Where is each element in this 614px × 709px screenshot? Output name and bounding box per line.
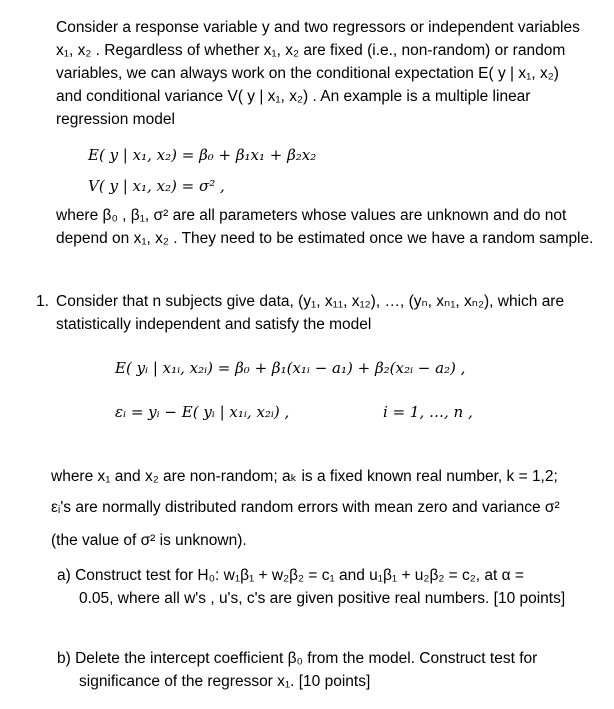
model-equation-expectation: E( y | x₁, x₂) = β₀ + β₁x₁ + β₂x₂	[88, 146, 317, 164]
model-equation-variance: V( y | x₁, x₂) = σ² ,	[88, 177, 225, 195]
q1-model-equation: E( yᵢ | x₁ᵢ, x₂ᵢ) = β₀ + β₁(x₁ᵢ − a₁) + β₂(x₂ᵢ − a₂) ,	[115, 359, 466, 377]
question-1-number: 1.	[36, 293, 49, 310]
part-b-line-2: significance of the regressor x₁. [10 points]	[79, 673, 371, 690]
q1-where-line-2: εᵢ's are normally distributed random errors with mean zero and variance σ²	[51, 499, 560, 516]
intro-line-2: x₁, x₂ . Regardless of whether x₁, x₂ are fixed (i.e., non-random) or random	[56, 42, 566, 59]
part-a-line-1: a) Construct test for H₀: w₁β₁ + w₂β₂ = c₁ and u₁β₁ + u₂β₂ = c₂, at α =	[57, 567, 524, 584]
intro-line-5: regression model	[56, 111, 175, 128]
params-line-1: where β₀ , β₁, σ² are all parameters whose values are unknown and do not	[56, 207, 567, 224]
part-a-line-2: 0.05, where all w's , u's, c's are given positive real numbers. [10 points]	[79, 590, 566, 607]
q1-index-range: i = 1, …, n ,	[383, 403, 473, 421]
intro-line-1: Consider a response variable y and two regressors or independent variables	[56, 19, 580, 36]
question-1-line-2: statistically independent and satisfy the model	[56, 316, 372, 333]
params-line-2: depend on x₁, x₂ . They need to be estimated once we have a random sample.	[56, 230, 594, 247]
q1-where-line-3: (the value of σ² is unknown).	[51, 532, 247, 549]
part-b-line-1: b) Delete the intercept coefficient β₀ from the model. Construct test for	[57, 650, 538, 667]
question-1-line-1: Consider that n subjects give data, (y₁, x₁₁, x₁₂), …, (yₙ, xₙ₁, xₙ₂), which are	[56, 293, 565, 310]
intro-line-4: and conditional variance V( y | x₁, x₂) . An example is a multiple linear	[56, 88, 531, 105]
q1-where-line-1: where x₁ and x₂ are non-random; aₖ is a fixed known real number, k = 1,2;	[51, 468, 558, 485]
q1-error-definition: εᵢ = yᵢ − E( yᵢ | x₁ᵢ, x₂ᵢ) ,	[115, 403, 290, 421]
intro-line-3: variables, we can always work on the conditional expectation E( y | x₁, x₂)	[56, 65, 559, 82]
